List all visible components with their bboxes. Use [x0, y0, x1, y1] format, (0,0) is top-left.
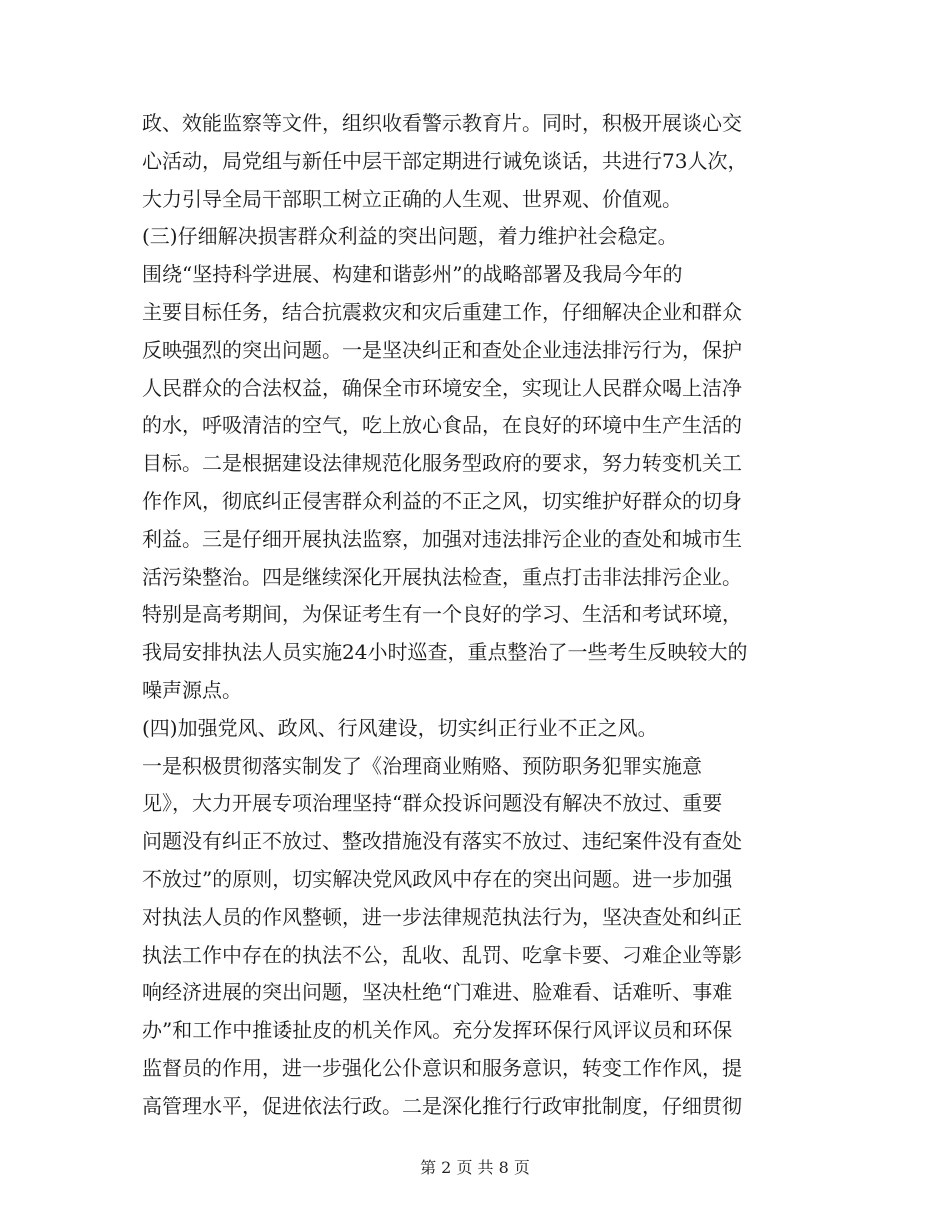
- text-line: 不放过”的原则，切实解决党风政风中存在的突出问题。进一步加强: [142, 866, 733, 891]
- text-line: 监督员的作用，进一步强化公仆意识和服务意识，转变工作作风，提: [142, 1055, 742, 1080]
- text-line: 人民群众的合法权益，确保全市环境安全，实现让人民群众喝上洁净: [142, 375, 742, 400]
- text-line: 大力引导全局干部职工树立正确的人生观、世界观、价值观。: [142, 186, 682, 211]
- text-line: 目标。二是根据建设法律规范化服务型政府的要求，努力转变机关工: [142, 451, 742, 476]
- text-line: 反映强烈的突出问题。一是坚决纠正和查处企业违法排污行为，保护: [142, 337, 742, 362]
- text-line: 围绕“坚持科学进展、构建和谐彭州”的战略部署及我局今年的: [142, 262, 683, 287]
- text-line: 活污染整治。四是继续深化开展执法检查，重点打击非法排污企业。: [142, 564, 742, 589]
- page-number: 第 2 页 共 8 页: [420, 1158, 530, 1177]
- text-line: 政、效能监察等文件，组织收看警示教育片。同时，积极开展谈心交: [142, 111, 742, 135]
- text-line: 见》，大力开展专项治理坚持“群众投诉问题没有解决不放过、重要: [142, 791, 723, 816]
- text-line: 心活动，局党组与新任中层干部定期进行诫免谈话，共进行73人次，: [142, 148, 748, 173]
- text-line: 特别是高考期间，为保证考生有一个良好的学习、生活和考试环境，: [142, 602, 742, 627]
- text-line: 作作风，彻底纠正侵害群众利益的不正之风，切实维护好群众的切身: [142, 488, 742, 513]
- text-line: 办”和工作中推诿扯皮的机关作风。充分发挥环保行风评议员和环保: [142, 1018, 733, 1043]
- text-line: 问题没有纠正不放过、整改措施没有落实不放过、违纪案件没有查处: [142, 829, 742, 854]
- section-heading: (四)加强党风、政风、行风建设，切实纠正行业不正之风。: [142, 715, 658, 740]
- text-line: 高管理水平，促进依法行政。二是深化推行行政审批制度，仔细贯彻: [142, 1093, 742, 1118]
- text-line: 响经济进展的突出问题，坚决杜绝“门难进、脸难看、话难听、事难: [142, 980, 733, 1005]
- body-text: [142, 105, 808, 1126]
- text-line: 利益。三是仔细开展执法监察，加强对违法排污企业的查处和城市生: [142, 526, 742, 551]
- text-line: 的水，呼吸清洁的空气，吃上放心食品，在良好的环境中生产生活的: [142, 413, 742, 438]
- text-line: 执法工作中存在的执法不公，乱收、乱罚、吃拿卡要、刁难企业等影: [142, 942, 742, 967]
- text-line: 噪声源点。: [142, 677, 242, 702]
- text-line: 我局安排执法人员实施24小时巡查，重点整治了一些考生反映较大的: [142, 640, 748, 665]
- text-line: 一是积极贯彻落实制发了《治理商业贿赂、预防职务犯罪实施意: [142, 753, 702, 778]
- page-footer: [0, 1158, 950, 1178]
- text-line: 对执法人员的作风整顿，进一步法律规范执法行为，坚决查处和纠正: [142, 904, 742, 929]
- section-heading: (三)仔细解决损害群众利益的突出问题，着力维护社会稳定。: [142, 224, 678, 249]
- text-line: 主要目标任务，结合抗震救灾和灾后重建工作，仔细解决企业和群众: [142, 299, 742, 324]
